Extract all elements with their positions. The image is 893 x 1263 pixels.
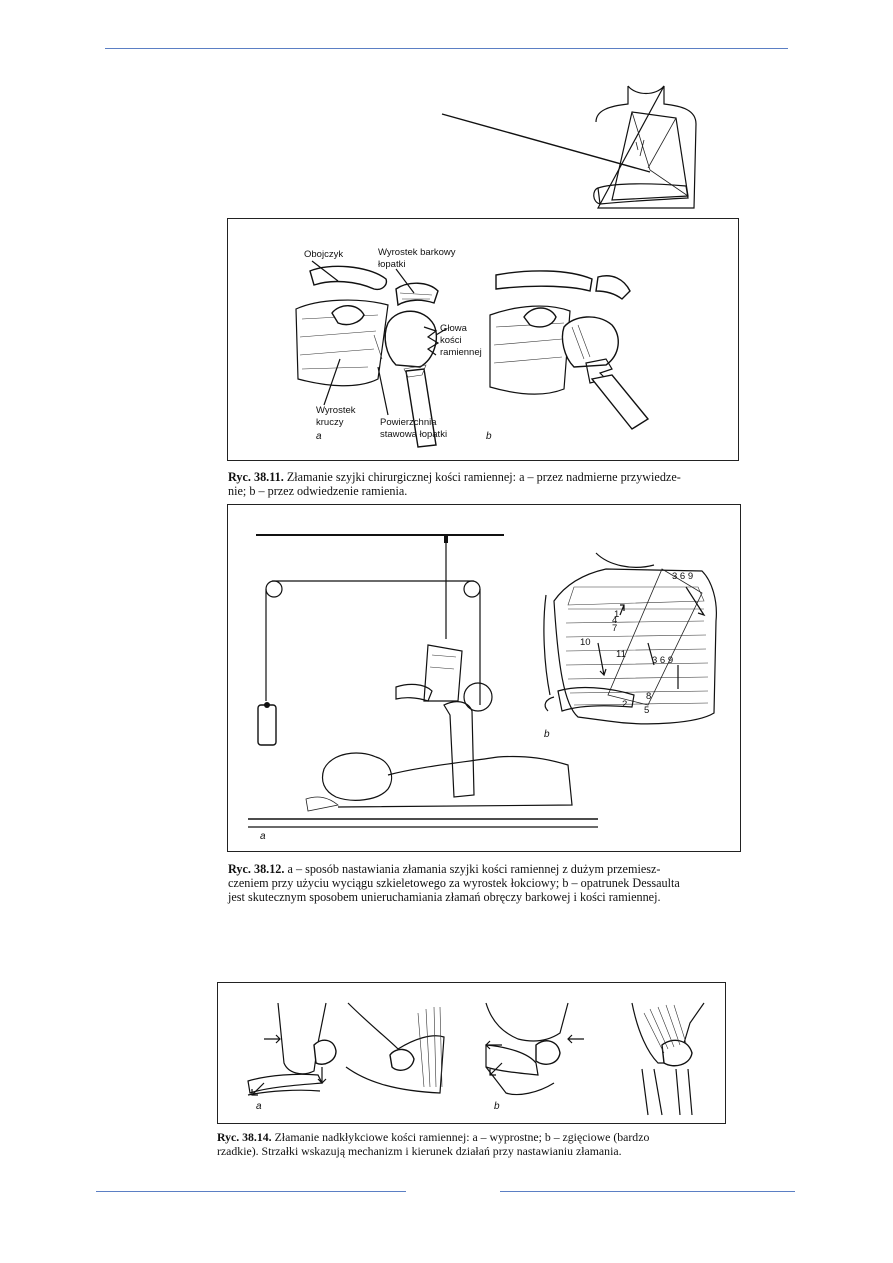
label-top-nums: 3 6 9 xyxy=(672,571,694,582)
label-mid-nums: 3 6 9 xyxy=(652,655,674,666)
pulley-right xyxy=(464,581,480,597)
caption-38-11 xyxy=(228,470,742,498)
caption-38-12-line3: jest skutecznym sposobem unieruchamiania złamań obręczy barkowej i kości ramiennej. xyxy=(228,890,661,904)
label-glowa-3: ramiennej xyxy=(440,347,482,358)
figure-38-11-panel xyxy=(227,218,739,461)
label-n5: 5 xyxy=(644,705,650,716)
label-obojczyk: Obojczyk xyxy=(304,249,344,260)
caption-38-12-line1: a – sposób nastawiania złamania szyjki kości ramiennej z dużym przemiesz- xyxy=(287,862,661,876)
label-n1: 1 xyxy=(614,609,620,620)
figure-38-14-panel xyxy=(217,982,726,1124)
label-wyrostek-kruczy-2: kruczy xyxy=(316,417,344,428)
figure-38-12-panel xyxy=(227,504,741,852)
caption-38-14-line2: rzadkie). Strzałki wskazują mechanizm i kierunek działań przy nastawianiu złamania. xyxy=(217,1144,622,1158)
footer-rule-right xyxy=(500,1191,795,1192)
label-a: a xyxy=(316,431,322,442)
pulley-left xyxy=(266,581,282,597)
caption-38-14-line1: Złamanie nadkłykciowe kości ramiennej: a – wyprostne; b – zgięciowe (bardzo xyxy=(274,1130,650,1144)
label-a: a xyxy=(256,1101,262,1112)
label-powierzchnia-2: stawowa łopatki xyxy=(380,429,448,440)
label-n4: 4 xyxy=(612,615,618,626)
figure-38-14-drawing xyxy=(218,983,726,1124)
label-a: a xyxy=(260,831,266,842)
figure-38-12-drawing xyxy=(228,505,741,852)
caption-38-14-num: Ryc. 38.14. xyxy=(217,1130,272,1144)
label-wyrostek-barkowy-1: Wyrostek barkowy xyxy=(378,247,456,258)
caption-38-14 xyxy=(217,1130,737,1158)
label-b: b xyxy=(494,1101,500,1112)
label-b: b xyxy=(486,431,492,442)
caption-38-11-line2: nie; b – przez odwiedzenie ramienia. xyxy=(228,484,408,498)
label-n10: 10 xyxy=(580,637,591,648)
clavicle-a xyxy=(310,266,386,289)
label-wyrostek-kruczy-1: Wyrostek xyxy=(316,405,356,416)
label-n8: 8 xyxy=(646,691,652,702)
label-glowa-1: Głowa xyxy=(440,323,467,334)
caption-38-11-num: Ryc. 38.11. xyxy=(228,470,284,484)
humeral-head-a xyxy=(385,311,436,367)
label-glowa-2: kości xyxy=(440,335,462,346)
footer-rule-left xyxy=(96,1191,406,1192)
label-n11: 11 xyxy=(616,649,626,660)
caption-38-12 xyxy=(228,862,748,904)
figure-38-11-drawing xyxy=(228,219,739,461)
arm-sling-illustration xyxy=(0,0,893,220)
label-n7: 7 xyxy=(612,623,618,634)
caption-38-11-line1: Złamanie szyjki chirurgicznej kości ramiennej: a – przez nadmierne przywiedze- xyxy=(286,470,681,484)
label-n2: 2 xyxy=(622,699,628,710)
label-b: b xyxy=(544,729,550,740)
caption-38-12-num: Ryc. 38.12. xyxy=(228,862,285,876)
traction-weight xyxy=(258,705,276,745)
label-wyrostek-barkowy-2: łopatki xyxy=(378,259,406,270)
caption-38-12-line2: czeniem przy użyciu wyciągu szkieletowego za wyrostek łokciowy; b – opatrunek Dessaulta xyxy=(228,876,680,890)
label-powierzchnia-1: Powierzchnia xyxy=(380,417,437,428)
